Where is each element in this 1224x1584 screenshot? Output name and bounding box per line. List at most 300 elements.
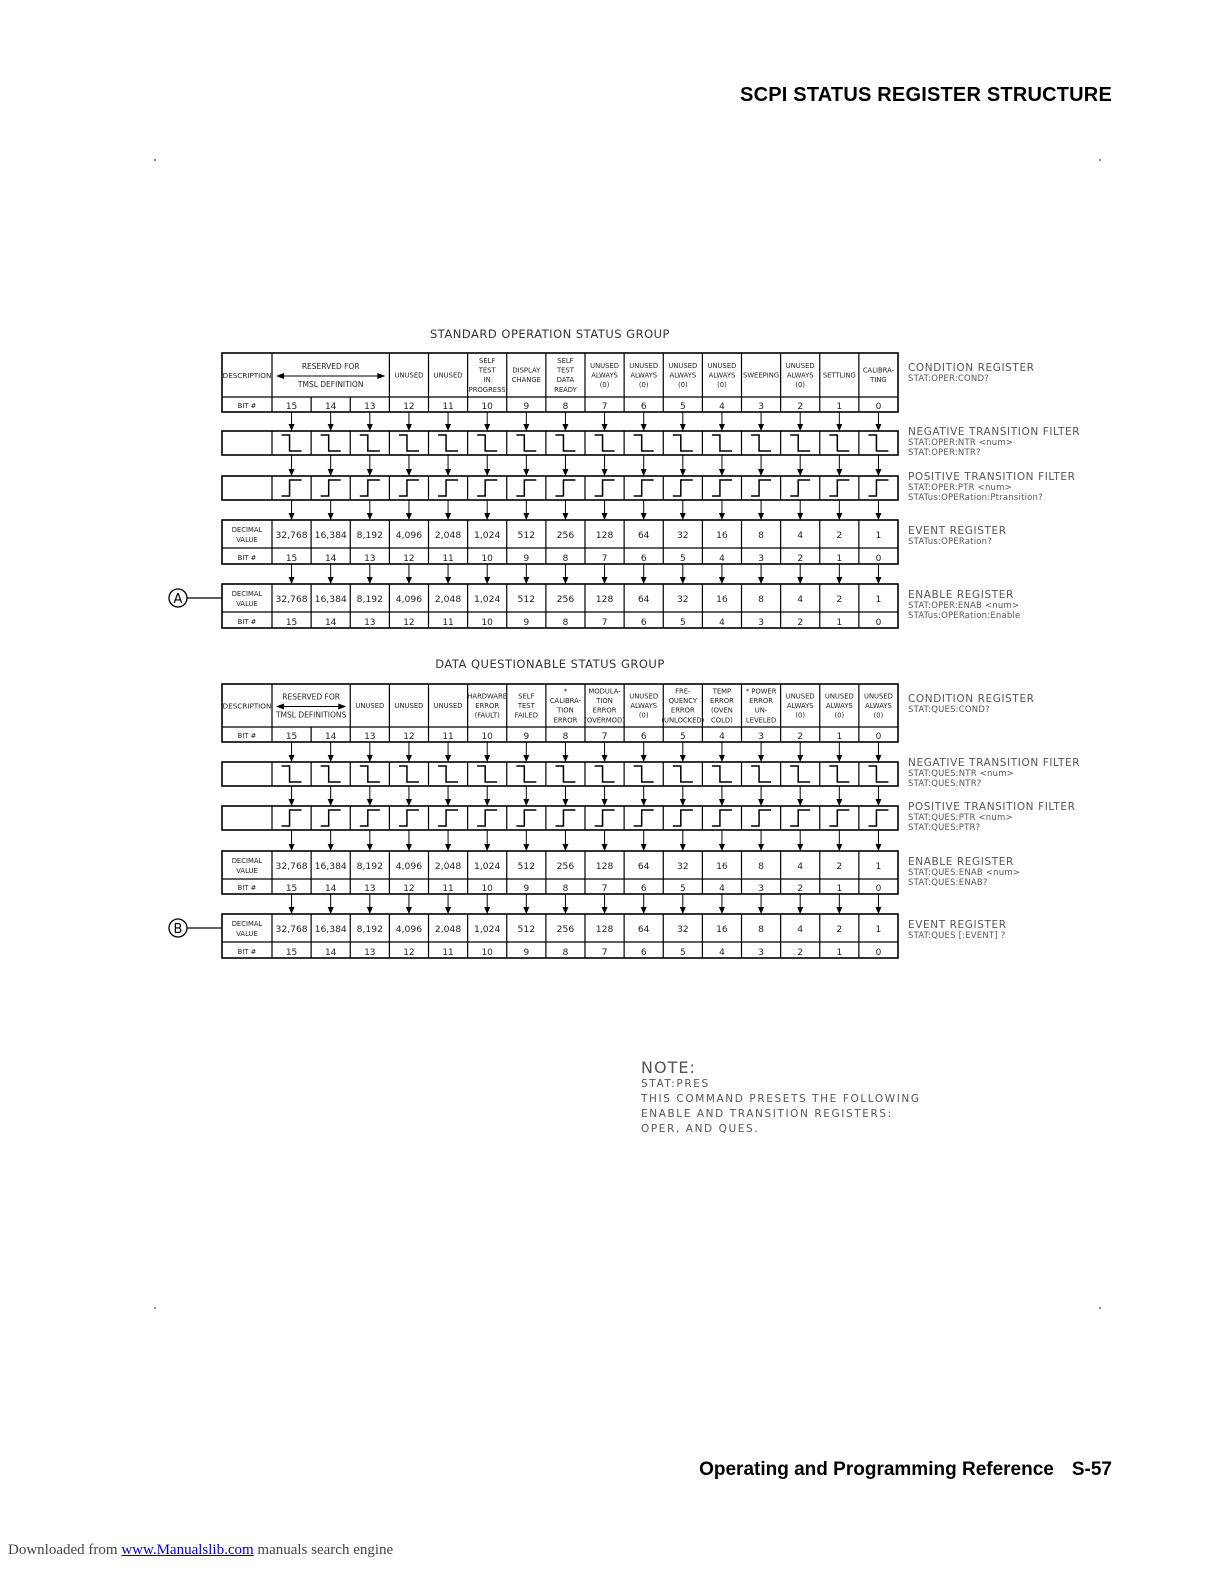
decimal-value: 8 xyxy=(758,530,764,541)
group-title: DATA QUESTIONABLE STATUS GROUP xyxy=(435,657,665,671)
register-label-command: STATus:OPERation:Ptransition? xyxy=(908,493,1043,503)
register-label-command: STAT:OPER:PTR <num> xyxy=(908,483,1012,493)
decimal-value: 32 xyxy=(676,594,689,605)
bit-number: 14 xyxy=(324,884,337,894)
falling-edge-symbol xyxy=(634,766,654,782)
arrow-head xyxy=(836,577,842,584)
arrow-head xyxy=(836,844,842,851)
arrow-head xyxy=(367,844,373,851)
register-label-title: ENABLE REGISTER xyxy=(908,589,1014,601)
arrow-head xyxy=(797,469,803,476)
arrow-head xyxy=(719,844,725,851)
rising-edge-symbol xyxy=(555,810,575,826)
arrow-head xyxy=(719,799,725,806)
arrow-head xyxy=(484,907,490,914)
bit-number: 4 xyxy=(719,554,725,564)
bit-number: 2 xyxy=(797,554,804,564)
bit-number: 7 xyxy=(601,884,608,894)
bit-number: 6 xyxy=(640,618,647,628)
decimal-value: 1,024 xyxy=(474,924,501,935)
bit-number: 2 xyxy=(797,402,804,412)
bit-description: (0) xyxy=(834,711,845,720)
bit-label: BIT # xyxy=(237,948,257,956)
decimal-value: 32 xyxy=(676,924,689,935)
bit-number: 0 xyxy=(875,884,882,894)
bit-number: 0 xyxy=(875,732,882,742)
arrow-head xyxy=(523,513,529,520)
bit-number: 5 xyxy=(679,948,686,958)
rising-edge-symbol xyxy=(634,480,654,496)
decimal-label: DECIMAL xyxy=(231,920,263,928)
falling-edge-symbol xyxy=(516,766,536,782)
bit-description: ALWAYS xyxy=(630,701,658,710)
bit-number: 5 xyxy=(679,732,686,742)
arrow-head xyxy=(445,513,451,520)
bit-description: UNUSED xyxy=(629,361,659,370)
decimal-value: 256 xyxy=(556,530,575,541)
decimal-value: 2 xyxy=(836,594,843,605)
bit-number: 12 xyxy=(403,884,415,894)
rising-edge-symbol xyxy=(399,810,419,826)
decimal-value: 8 xyxy=(758,594,764,605)
falling-edge-symbol xyxy=(790,435,810,451)
falling-edge-symbol xyxy=(868,766,888,782)
arrow-head xyxy=(680,907,686,914)
bit-description: SWEEPING xyxy=(743,371,780,380)
arrow-head xyxy=(445,577,451,584)
decimal-value: 4,096 xyxy=(395,594,423,605)
decimal-value: 1 xyxy=(875,594,882,605)
bit-description: ALWAYS xyxy=(786,371,814,380)
falling-edge-symbol xyxy=(399,766,419,782)
arrow-head xyxy=(367,755,373,762)
bit-description: TION xyxy=(596,697,613,706)
rising-edge-symbol xyxy=(438,810,458,826)
arrow-head xyxy=(758,424,764,431)
bit-description: (0) xyxy=(873,711,884,720)
falling-edge-symbol xyxy=(321,766,341,782)
bit-number: 11 xyxy=(442,554,454,564)
bit-number: 1 xyxy=(836,732,843,742)
bit-description: ERROR xyxy=(592,706,617,715)
corner-mark xyxy=(154,1307,156,1309)
bit-description: ERROR xyxy=(670,706,695,715)
rising-edge-symbol xyxy=(712,810,732,826)
register-label-command: STATus:OPERation? xyxy=(908,537,992,547)
falling-edge-symbol xyxy=(595,766,615,782)
decimal-value: 4 xyxy=(797,924,804,935)
bit-number: 11 xyxy=(442,402,454,412)
rising-edge-symbol xyxy=(555,480,575,496)
rising-edge-symbol xyxy=(868,480,888,496)
arrow-head xyxy=(338,704,346,710)
bit-number: 8 xyxy=(562,402,569,412)
arrow-head xyxy=(367,469,373,476)
bit-number: 6 xyxy=(640,732,647,742)
decimal-value: 32 xyxy=(676,530,689,541)
arrow-head xyxy=(445,469,451,476)
bit-number: 8 xyxy=(562,732,569,742)
note-line: THIS COMMAND PRESETS THE FOLLOWING xyxy=(641,1093,921,1105)
decimal-value: 1,024 xyxy=(474,530,501,541)
bit-number: 4 xyxy=(719,402,725,412)
arrow-head xyxy=(484,844,490,851)
bit-description: ERROR xyxy=(553,716,578,725)
falling-edge-symbol xyxy=(673,435,693,451)
falling-edge-symbol xyxy=(282,766,302,782)
arrow-head xyxy=(406,513,412,520)
register-label-command: STAT:OPER:ENAB <num> xyxy=(908,601,1020,611)
rising-edge-symbol xyxy=(516,480,536,496)
bit-description: (0) xyxy=(638,380,649,389)
bit-description: UNUSED xyxy=(785,361,815,370)
arrow-head xyxy=(406,577,412,584)
download-prefix: Downloaded from xyxy=(8,1542,118,1558)
bit-number: 2 xyxy=(797,618,804,628)
rising-edge-symbol xyxy=(282,810,302,826)
bit-number: 14 xyxy=(324,554,337,564)
bit-description: UNUSED xyxy=(433,371,463,380)
bit-number: 6 xyxy=(640,884,647,894)
bit-description: CALIBRA- xyxy=(862,366,895,375)
decimal-value: 1,024 xyxy=(474,861,501,872)
bit-description: * POWER xyxy=(745,687,777,696)
bit-description: ERROR xyxy=(710,697,734,706)
arrow-head xyxy=(445,755,451,762)
arrow-head xyxy=(758,844,764,851)
arrow-head xyxy=(406,799,412,806)
bit-number: 13 xyxy=(364,618,376,628)
arrow-head xyxy=(641,799,647,806)
bit-description: UNUSED xyxy=(355,701,385,710)
bit-number: 15 xyxy=(285,732,298,742)
arrow-head xyxy=(328,907,334,914)
falling-edge-symbol xyxy=(829,766,849,782)
bit-description: SETTLING xyxy=(822,371,856,380)
register-label-title: POSITIVE TRANSITION FILTER xyxy=(908,471,1076,483)
group-marker-letter: B xyxy=(173,922,183,937)
bit-number: 12 xyxy=(403,402,415,412)
arrow-head xyxy=(680,513,686,520)
bit-number: 0 xyxy=(875,402,882,412)
arrow-head xyxy=(328,755,334,762)
arrow-head xyxy=(875,844,881,851)
bit-description: ALWAYS xyxy=(865,701,892,710)
arrow-head xyxy=(719,424,725,431)
bit-number: 15 xyxy=(285,948,298,958)
arrow-head xyxy=(523,799,529,806)
decimal-value: 4 xyxy=(797,594,804,605)
arrow-head xyxy=(406,469,412,476)
bit-description: TING xyxy=(870,376,887,385)
bit-number: 10 xyxy=(481,402,493,412)
decimal-value: 8 xyxy=(758,924,764,935)
bit-number: 15 xyxy=(285,884,298,894)
bit-number: 9 xyxy=(523,732,530,742)
note-block xyxy=(641,1058,921,1137)
falling-edge-symbol xyxy=(438,766,458,782)
bit-number: 7 xyxy=(601,948,608,958)
arrow-head xyxy=(875,469,881,476)
arrow-head xyxy=(445,799,451,806)
arrow-head xyxy=(836,513,842,520)
register-label-command: STATus:OPERation:Enable xyxy=(908,611,1021,621)
arrow-head xyxy=(719,469,725,476)
decimal-value: 2,048 xyxy=(434,924,462,935)
arrow-head xyxy=(641,513,647,520)
arrow-head xyxy=(719,577,725,584)
decimal-value: 1 xyxy=(875,530,882,541)
bit-description: ALWAYS xyxy=(669,371,697,380)
arrow-head xyxy=(289,424,295,431)
rising-edge-symbol xyxy=(829,810,849,826)
rising-edge-symbol xyxy=(790,480,810,496)
bit-label: BIT # xyxy=(237,554,257,562)
arrow-head xyxy=(523,844,529,851)
bit-number: 13 xyxy=(364,402,376,412)
arrow-head xyxy=(445,424,451,431)
arrow-head xyxy=(719,755,725,762)
bit-number: 8 xyxy=(562,554,569,564)
arrow-head xyxy=(680,577,686,584)
arrow-head xyxy=(276,373,284,379)
bit-description: UNUSED xyxy=(707,361,737,370)
decimal-value: 16 xyxy=(716,530,728,541)
bit-description: IN xyxy=(483,376,491,385)
falling-edge-symbol xyxy=(360,435,380,451)
decimal-value: 128 xyxy=(595,594,614,605)
note-title: NOTE: xyxy=(641,1058,696,1077)
arrow-head xyxy=(562,577,568,584)
arrow-head xyxy=(484,799,490,806)
decimal-value: 512 xyxy=(517,530,536,541)
bit-number: 13 xyxy=(364,554,376,564)
arrow-head xyxy=(406,844,412,851)
register-label-command: STAT:OPER:COND? xyxy=(908,374,989,384)
bit-number: 5 xyxy=(679,618,686,628)
bit-label: BIT # xyxy=(237,884,257,892)
register-label-command: STAT:QUES:NTR <num> xyxy=(908,769,1015,779)
bit-description: UNUSED xyxy=(785,692,815,701)
bit-number: 14 xyxy=(324,402,337,412)
bit-number: 4 xyxy=(719,732,725,742)
bit-description: PROGRESS xyxy=(468,385,506,394)
arrow-head xyxy=(562,907,568,914)
arrow-head xyxy=(445,907,451,914)
rising-edge-symbol xyxy=(673,480,693,496)
bit-number: 5 xyxy=(679,554,686,564)
decimal-value: 32 xyxy=(676,861,689,872)
bit-description: UNUSED xyxy=(668,361,698,370)
arrow-head xyxy=(328,513,334,520)
arrow-head xyxy=(523,424,529,431)
bit-number: 3 xyxy=(758,884,764,894)
falling-edge-symbol xyxy=(516,435,536,451)
rising-edge-symbol xyxy=(634,810,654,826)
bit-number: 6 xyxy=(640,402,647,412)
arrow-head xyxy=(836,755,842,762)
arrow-head xyxy=(797,844,803,851)
arrow-head xyxy=(602,469,608,476)
bit-label: BIT # xyxy=(237,618,257,626)
arrow-head xyxy=(289,755,295,762)
rising-edge-symbol xyxy=(712,480,732,496)
bit-number: 10 xyxy=(481,948,493,958)
bit-number: 1 xyxy=(836,618,843,628)
bit-description: SELF xyxy=(518,692,535,701)
arrow-head xyxy=(680,755,686,762)
note-line: ENABLE AND TRANSITION REGISTERS: xyxy=(641,1108,893,1120)
register-label-command: STAT:OPER:NTR? xyxy=(908,448,981,458)
bit-number: 0 xyxy=(875,618,882,628)
bit-description: (0) xyxy=(795,711,806,720)
decimal-value: 32,768 xyxy=(275,861,308,872)
arrow-head xyxy=(758,513,764,520)
arrow-head xyxy=(406,424,412,431)
rising-edge-symbol xyxy=(751,810,771,826)
arrow-head xyxy=(562,469,568,476)
decimal-value: 16,384 xyxy=(314,530,347,541)
bit-number: 12 xyxy=(403,948,415,958)
reserved-label: TMSL DEFINITION xyxy=(297,380,364,389)
bit-description: TEST xyxy=(556,366,574,375)
register-label-command: STAT:QUES:NTR? xyxy=(908,779,982,789)
bit-description: HARDWARE xyxy=(467,692,508,701)
rising-edge-symbol xyxy=(868,810,888,826)
falling-edge-symbol xyxy=(399,435,419,451)
decimal-value: 4,096 xyxy=(395,861,423,872)
arrow-head xyxy=(602,755,608,762)
bit-description: (OVERMOD) xyxy=(584,716,625,725)
decimal-value: 16,384 xyxy=(314,924,347,935)
arrow-head xyxy=(276,704,284,710)
falling-edge-symbol xyxy=(360,766,380,782)
bit-label: BIT # xyxy=(237,732,257,740)
bit-description: SELF xyxy=(557,356,574,365)
bit-number: 1 xyxy=(836,948,843,958)
arrow-head xyxy=(719,513,725,520)
download-suffix: manuals search engine xyxy=(257,1542,394,1558)
description-label: DESCRIPTION xyxy=(222,701,272,711)
arrow-head xyxy=(875,755,881,762)
bit-number: 5 xyxy=(679,402,686,412)
register-label-title: ENABLE REGISTER xyxy=(908,856,1014,868)
register-label-command: STAT:QUES:COND? xyxy=(908,705,990,715)
bit-description: (UNLOCKED) xyxy=(661,716,705,725)
arrow-head xyxy=(289,799,295,806)
falling-edge-symbol xyxy=(477,435,497,451)
bit-number: 15 xyxy=(285,618,298,628)
footer-reference: Operating and Programming Reference xyxy=(699,1459,1054,1480)
bit-number: 0 xyxy=(875,554,882,564)
bit-number: 4 xyxy=(719,884,725,894)
decimal-value: 64 xyxy=(637,861,650,872)
bit-number: 7 xyxy=(601,402,608,412)
bit-number: 4 xyxy=(719,618,725,628)
falling-edge-symbol xyxy=(595,435,615,451)
arrow-head xyxy=(523,469,529,476)
decimal-value: 8,192 xyxy=(356,924,383,935)
bit-description: DISPLAY xyxy=(512,366,541,375)
bit-number: 7 xyxy=(601,618,608,628)
bit-number: 13 xyxy=(364,884,376,894)
rising-edge-symbol xyxy=(321,480,341,496)
falling-edge-symbol xyxy=(321,435,341,451)
decimal-value: 2,048 xyxy=(434,594,462,605)
group-title: STANDARD OPERATION STATUS GROUP xyxy=(429,327,671,341)
bit-number: 1 xyxy=(836,884,843,894)
arrow-head xyxy=(680,424,686,431)
decimal-value: 256 xyxy=(556,594,575,605)
bit-description: UNUSED xyxy=(629,692,659,701)
register-label-command: STAT:QUES:PTR? xyxy=(908,823,981,833)
decimal-value: 16,384 xyxy=(314,861,347,872)
arrow-head xyxy=(680,844,686,851)
bit-description: ALWAYS xyxy=(630,371,658,380)
arrow-head xyxy=(836,469,842,476)
register-label-title: POSITIVE TRANSITION FILTER xyxy=(908,801,1076,813)
arrow-head xyxy=(602,844,608,851)
arrow-head xyxy=(875,424,881,431)
arrow-head xyxy=(367,577,373,584)
reserved-label: TMSL DEFINITIONS xyxy=(275,710,347,720)
bit-number: 12 xyxy=(403,732,415,742)
decimal-label: DECIMAL xyxy=(231,590,263,598)
falling-edge-symbol xyxy=(712,435,732,451)
decimal-value: 64 xyxy=(637,530,650,541)
arrow-head xyxy=(797,577,803,584)
manualslib-link[interactable]: www.Manualslib.com xyxy=(121,1542,254,1558)
arrow-head xyxy=(367,799,373,806)
arrow-head xyxy=(758,755,764,762)
arrow-head xyxy=(406,755,412,762)
arrow-head xyxy=(328,424,334,431)
rising-edge-symbol xyxy=(360,480,380,496)
arrow-head xyxy=(641,755,647,762)
decimal-value: 128 xyxy=(595,861,614,872)
bit-description: ERROR xyxy=(475,701,500,710)
falling-edge-symbol xyxy=(634,435,654,451)
arrow-head xyxy=(367,424,373,431)
arrow-head xyxy=(875,577,881,584)
decimal-label: DECIMAL xyxy=(231,857,263,865)
bit-number: 14 xyxy=(324,948,337,958)
decimal-value: 64 xyxy=(637,594,650,605)
bit-description: MODULA- xyxy=(588,687,621,696)
arrow-head xyxy=(562,755,568,762)
decimal-value: 1 xyxy=(875,861,882,872)
register-label-title: EVENT REGISTER xyxy=(908,919,1007,931)
bit-description: ALWAYS xyxy=(825,701,853,710)
bit-description: ALWAYS xyxy=(708,371,736,380)
bit-number: 10 xyxy=(481,554,493,564)
arrow-head xyxy=(484,469,490,476)
page-number: S-57 xyxy=(1071,1459,1112,1480)
bit-description: UNUSED xyxy=(394,371,424,380)
arrow-head xyxy=(289,844,295,851)
decimal-value: 4,096 xyxy=(395,924,423,935)
bit-description: (0) xyxy=(599,380,610,389)
arrow-head xyxy=(875,907,881,914)
rising-edge-symbol xyxy=(477,480,497,496)
falling-edge-symbol xyxy=(790,766,810,782)
decimal-value: 256 xyxy=(556,861,575,872)
arrow-head xyxy=(836,907,842,914)
arrow-head xyxy=(797,424,803,431)
page-header-title: SCPI STATUS REGISTER STRUCTURE xyxy=(740,84,1112,106)
bit-number: 13 xyxy=(364,948,376,958)
decimal-value: 512 xyxy=(517,861,536,872)
